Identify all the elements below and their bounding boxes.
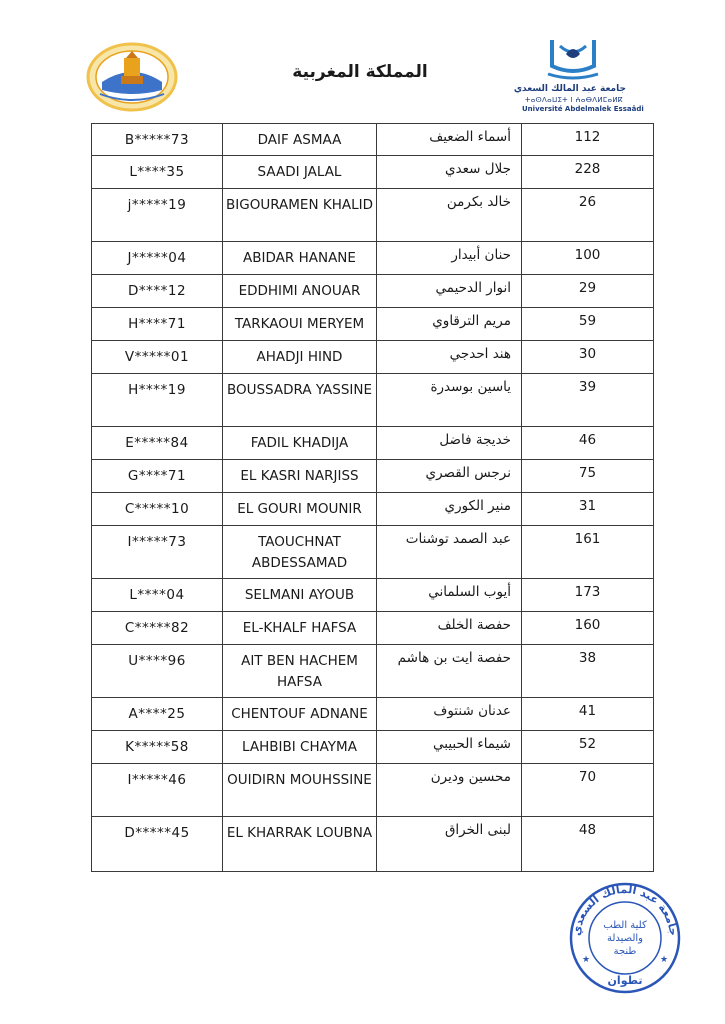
number-cell: 112	[522, 124, 654, 156]
table-row	[92, 817, 654, 872]
official-stamp-icon	[566, 880, 684, 996]
arabic-name-cell: خالد بكرمن	[377, 189, 522, 242]
number-cell: 29	[522, 275, 654, 308]
student-id-cell: J*****04	[92, 242, 223, 275]
number-cell: 31	[522, 493, 654, 526]
latin-name-cell: SELMANI AYOUB	[223, 579, 377, 612]
kingdom-title: المملكة المغربية	[292, 62, 428, 82]
student-id-cell: j*****19	[92, 189, 223, 242]
faculty-crest-icon	[86, 42, 178, 112]
arabic-name-cell: نرجس القصري	[377, 460, 522, 493]
student-id-cell: B*****73	[92, 124, 223, 156]
arabic-name-cell: أيوب السلماني	[377, 579, 522, 612]
student-id-cell: I*****46	[92, 764, 223, 817]
student-id-cell: K*****58	[92, 731, 223, 764]
latin-name-cell: FADIL KHADIJA	[223, 427, 377, 460]
table-row	[92, 493, 654, 526]
table-row	[92, 731, 654, 764]
arabic-name-cell: مريم الترقاوي	[377, 308, 522, 341]
university-emblem-icon	[544, 36, 602, 80]
latin-name-cell: AHADJI HIND	[223, 341, 377, 374]
latin-name-cell: TAOUCHNAT ABDESSAMAD	[223, 526, 377, 579]
latin-name-cell: TARKAOUI MERYEM	[223, 308, 377, 341]
table-row	[92, 374, 654, 427]
latin-name-cell: EL GOURI MOUNIR	[223, 493, 377, 526]
latin-name-cell: AIT BEN HACHEM HAFSA	[223, 645, 377, 698]
letterhead	[0, 0, 725, 125]
arabic-name-cell: أسماء الضعيف	[377, 124, 522, 156]
student-id-cell: L****35	[92, 156, 223, 189]
number-cell: 30	[522, 341, 654, 374]
table-row	[92, 156, 654, 189]
arabic-name-cell: جلال سعدي	[377, 156, 522, 189]
student-id-cell: L****04	[92, 579, 223, 612]
star-icon: ★	[660, 955, 669, 965]
student-id-cell: H****19	[92, 374, 223, 427]
student-id-cell: D*****45	[92, 817, 223, 872]
arabic-name-cell: عدنان شنتوف	[377, 698, 522, 731]
student-id-cell: V*****01	[92, 341, 223, 374]
latin-name-cell: LAHBIBI CHAYMA	[223, 731, 377, 764]
university-name-french: Université Abdelmalek Essaâdi	[522, 105, 644, 113]
number-cell: 228	[522, 156, 654, 189]
latin-name-cell: OUIDIRN MOUHSSINE	[223, 764, 377, 817]
student-id-cell: E*****84	[92, 427, 223, 460]
number-cell: 161	[522, 526, 654, 579]
table-row	[92, 764, 654, 817]
student-id-cell: C*****82	[92, 612, 223, 645]
latin-name-cell: CHENTOUF ADNANE	[223, 698, 377, 731]
table-row	[92, 579, 654, 612]
arabic-name-cell: عبد الصمد توشنات	[377, 526, 522, 579]
number-cell: 48	[522, 817, 654, 872]
arabic-name-cell: محسين وديرن	[377, 764, 522, 817]
number-cell: 26	[522, 189, 654, 242]
table-row	[92, 526, 654, 579]
latin-name-cell: EL KASRI NARJISS	[223, 460, 377, 493]
stamp-ring-text: جامعة عبد المالك السعدي	[569, 882, 681, 937]
table-row	[92, 275, 654, 308]
table-row	[92, 124, 654, 156]
university-logo	[513, 36, 644, 118]
latin-name-cell: ABIDAR HANANE	[223, 242, 377, 275]
table-row	[92, 612, 654, 645]
number-cell: 59	[522, 308, 654, 341]
number-cell: 41	[522, 698, 654, 731]
table-row	[92, 460, 654, 493]
student-id-cell: I*****73	[92, 526, 223, 579]
number-cell: 160	[522, 612, 654, 645]
latin-name-cell: DAIF ASMAA	[223, 124, 377, 156]
table-row	[92, 427, 654, 460]
star-icon: ★	[582, 955, 591, 965]
number-cell: 173	[522, 579, 654, 612]
stamp-center-line2: والصيدلة	[606, 933, 644, 944]
latin-name-cell: BIGOURAMEN KHALID	[223, 189, 377, 242]
stamp-center-line3: طنجة	[613, 946, 637, 957]
table-row	[92, 308, 654, 341]
latin-name-cell: EL KHARRAK LOUBNA	[223, 817, 377, 872]
university-name-arabic: جامعة عبد المالك السعدي	[513, 84, 626, 94]
arabic-name-cell: خديجة فاضل	[377, 427, 522, 460]
table-row	[92, 645, 654, 698]
table-row	[92, 698, 654, 731]
number-cell: 75	[522, 460, 654, 493]
student-id-cell: D****12	[92, 275, 223, 308]
arabic-name-cell: ياسين بوسدرة	[377, 374, 522, 427]
stamp-center-line1: كلية الطب	[603, 920, 647, 931]
student-id-cell: A****25	[92, 698, 223, 731]
arabic-name-cell: حفصة الخلف	[377, 612, 522, 645]
student-id-cell: H****71	[92, 308, 223, 341]
arabic-name-cell: شيماء الحبيبي	[377, 731, 522, 764]
number-cell: 38	[522, 645, 654, 698]
university-name-tifinagh: ⵜⴰⵙⴷⴰⵡⵉⵜ ⵏ ⵄⴰⴱⴷⵍⵎⴰⵍⴽ	[525, 96, 623, 104]
number-cell: 70	[522, 764, 654, 817]
student-table	[91, 123, 654, 872]
arabic-name-cell: انوار الدحيمي	[377, 275, 522, 308]
student-id-cell: U****96	[92, 645, 223, 698]
arabic-name-cell: هند احدجي	[377, 341, 522, 374]
table-row	[92, 242, 654, 275]
arabic-name-cell: لبنى الخراق	[377, 817, 522, 872]
stamp-bottom-text: تطوان	[607, 974, 643, 987]
latin-name-cell: EL-KHALF HAFSA	[223, 612, 377, 645]
arabic-name-cell: حنان أبيدار	[377, 242, 522, 275]
latin-name-cell: BOUSSADRA YASSINE	[223, 374, 377, 427]
student-table-body	[92, 124, 654, 872]
table-row	[92, 189, 654, 242]
number-cell: 100	[522, 242, 654, 275]
arabic-name-cell: حفصة ايت بن هاشم	[377, 645, 522, 698]
number-cell: 52	[522, 731, 654, 764]
student-id-cell: G****71	[92, 460, 223, 493]
latin-name-cell: EDDHIMI ANOUAR	[223, 275, 377, 308]
student-id-cell: C*****10	[92, 493, 223, 526]
table-row	[92, 341, 654, 374]
number-cell: 39	[522, 374, 654, 427]
latin-name-cell: SAADI JALAL	[223, 156, 377, 189]
arabic-name-cell: منير الكوري	[377, 493, 522, 526]
number-cell: 46	[522, 427, 654, 460]
